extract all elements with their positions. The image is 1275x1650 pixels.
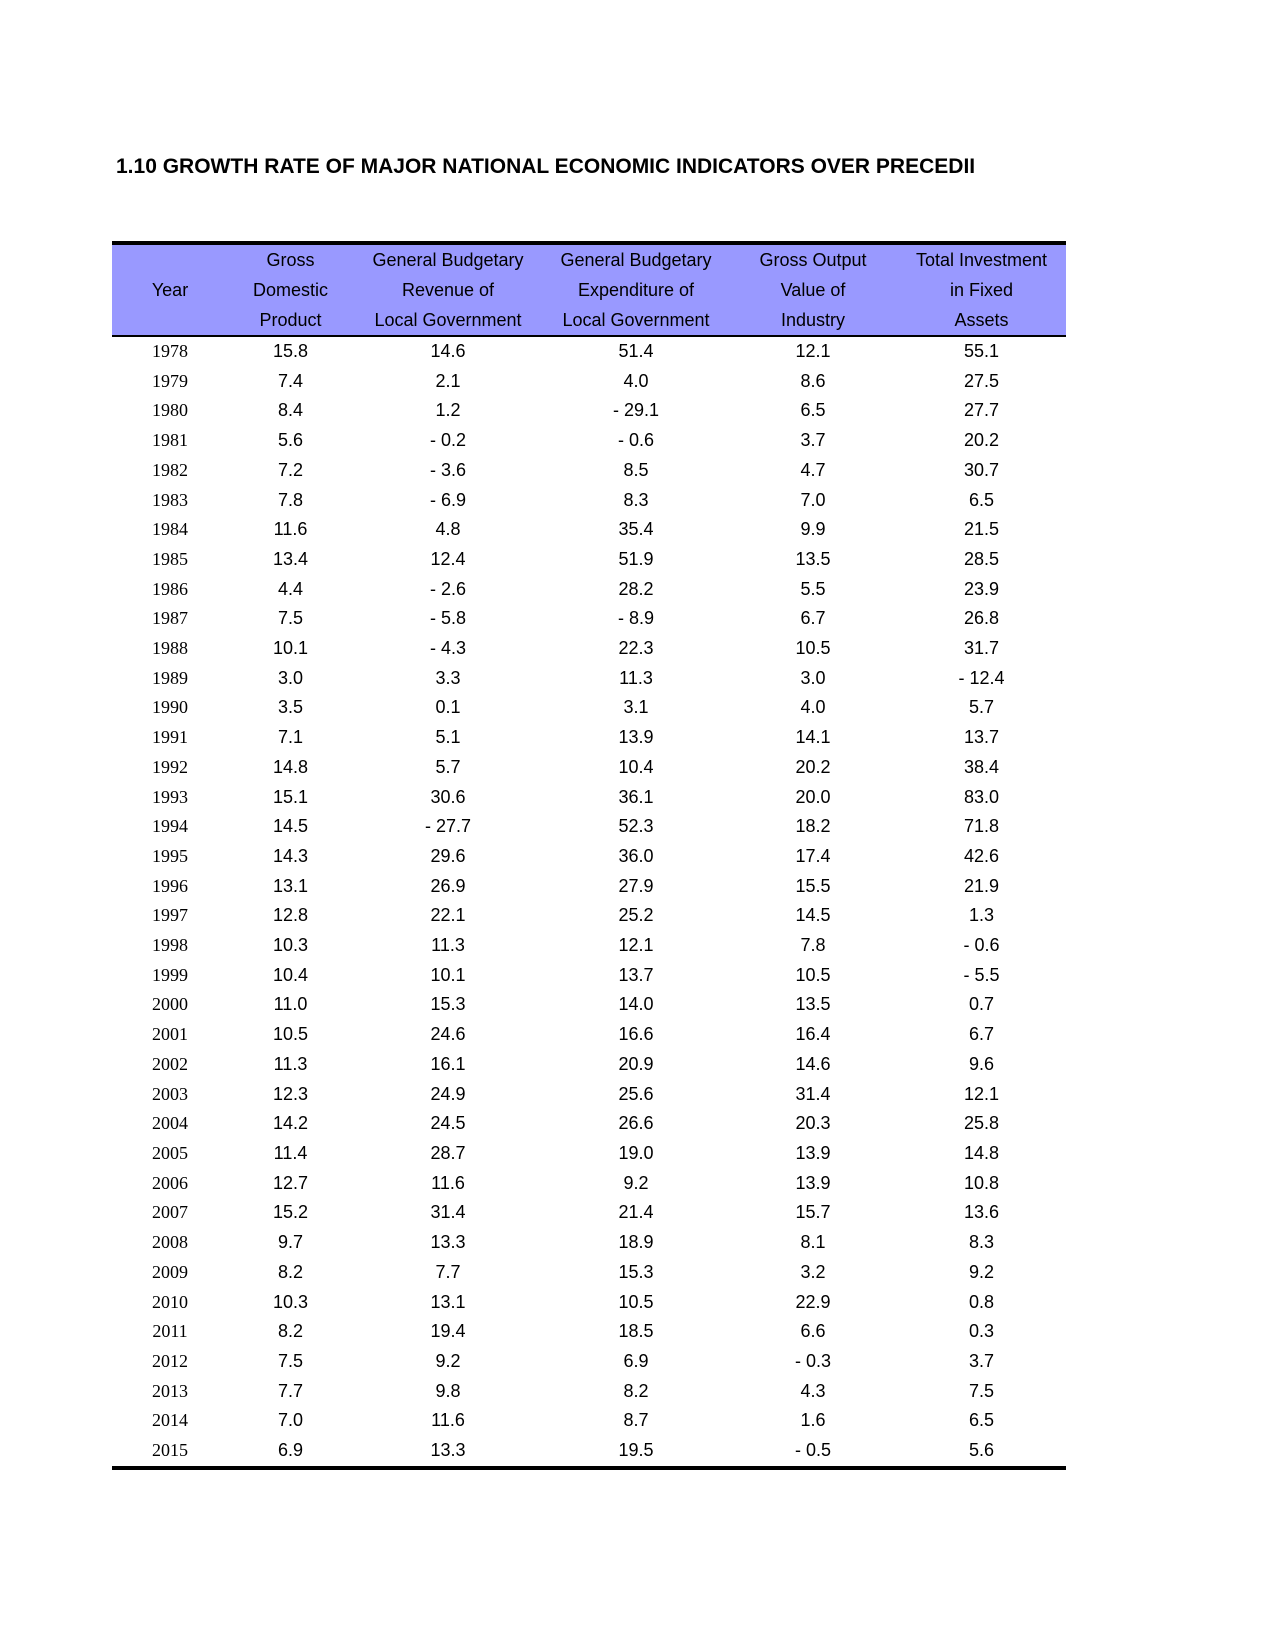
investment-cell: - 5.5: [963, 964, 1000, 985]
gdp-cell: 12.7: [272, 1172, 309, 1193]
table-row: [112, 1020, 1066, 1050]
investment-cell: 10.8: [963, 1172, 1000, 1193]
revenue-cell: - 27.7: [424, 816, 472, 837]
industry-cell: 8.6: [800, 370, 826, 391]
gdp-cell: 3.0: [277, 667, 304, 688]
table-row: [112, 812, 1066, 842]
expenditure-cell: 16.6: [618, 1024, 654, 1045]
investment-cell: 23.9: [963, 578, 1000, 599]
header-line: Expenditure of: [577, 280, 695, 300]
expenditure-cell: 51.9: [618, 548, 654, 569]
gdp-cell: 10.3: [272, 935, 309, 956]
revenue-cell: 2.1: [435, 370, 461, 391]
investment-cell: 6.7: [968, 1024, 995, 1045]
column-header-year: [112, 243, 228, 336]
industry-cell: 22.9: [795, 1291, 831, 1312]
gdp-cell: 11.3: [273, 1053, 308, 1074]
expenditure-cell: 8.3: [623, 489, 649, 510]
investment-cell: 8.3: [968, 1232, 995, 1253]
header-line: General Budgetary: [372, 250, 524, 270]
header-line: Assets: [954, 310, 1009, 330]
table-row: [112, 664, 1066, 694]
year-cell: 2012: [152, 1350, 188, 1371]
year-cell: 2005: [152, 1142, 188, 1163]
expenditure-cell: 11.3: [619, 667, 653, 688]
gdp-cell: 15.2: [272, 1202, 309, 1223]
revenue-cell: 13.3: [430, 1440, 466, 1461]
gdp-cell: 15.1: [272, 786, 309, 807]
table-row: [112, 1228, 1066, 1258]
year-cell: 1979: [152, 370, 188, 391]
year-cell: 1988: [152, 638, 188, 659]
header-line: Industry: [780, 310, 846, 330]
expenditure-cell: 21.4: [618, 1202, 654, 1223]
revenue-cell: 15.3: [430, 994, 466, 1015]
gdp-cell: 14.2: [272, 1113, 309, 1134]
indicators-table: [112, 241, 1066, 1470]
gdp-cell: 10.3: [272, 1291, 309, 1312]
revenue-cell: 24.5: [430, 1113, 466, 1134]
table-row: [112, 604, 1066, 634]
table-row: [112, 336, 1066, 367]
industry-cell: 12.1: [795, 341, 831, 361]
year-cell: 1987: [152, 608, 188, 629]
investment-cell: 27.5: [963, 370, 1000, 391]
industry-cell: 31.4: [795, 1083, 831, 1104]
expenditure-cell: 25.2: [618, 905, 654, 926]
table-row: [112, 486, 1066, 516]
year-cell: 2003: [152, 1083, 188, 1104]
year-cell: 1981: [152, 430, 188, 451]
industry-cell: 17.4: [795, 845, 831, 866]
header-line: Revenue of: [401, 280, 495, 300]
revenue-cell: - 2.6: [429, 578, 467, 599]
industry-cell: 4.7: [800, 459, 826, 480]
table-row: [112, 426, 1066, 456]
revenue-cell: 11.6: [431, 1410, 465, 1431]
industry-cell: 4.0: [800, 697, 826, 718]
page-title: 1.10 GROWTH RATE OF MAJOR NATIONAL ECONOMIC INDICATORS OVER PRECEDII: [116, 155, 976, 178]
industry-cell: 10.5: [795, 638, 831, 659]
year-cell: 2014: [152, 1410, 188, 1431]
investment-cell: 1.3: [968, 905, 995, 926]
investment-cell: 71.8: [963, 816, 1000, 837]
indicators-table-container: [112, 241, 1066, 1470]
revenue-cell: - 6.9: [429, 489, 467, 510]
table-row: [112, 990, 1066, 1020]
gdp-cell: 11.6: [273, 519, 308, 540]
expenditure-cell: 4.0: [623, 370, 649, 391]
revenue-cell: 29.6: [430, 845, 466, 866]
header-line: Gross Output: [759, 250, 867, 270]
industry-cell: 14.1: [795, 727, 831, 748]
table-row: [112, 1288, 1066, 1318]
investment-cell: 13.6: [963, 1202, 1000, 1223]
table-row: [112, 723, 1066, 753]
gdp-cell: 7.1: [277, 727, 304, 748]
table-row: [112, 456, 1066, 486]
gdp-cell: 7.4: [277, 370, 304, 391]
gdp-cell: 8.4: [277, 400, 304, 421]
year-cell: 2000: [152, 994, 188, 1015]
revenue-cell: 22.1: [430, 905, 466, 926]
investment-cell: 14.8: [963, 1142, 1000, 1163]
header-line: Local Government: [562, 310, 710, 330]
investment-cell: 5.7: [968, 697, 995, 718]
table-body: [112, 336, 1066, 1468]
expenditure-cell: 36.1: [618, 786, 654, 807]
table-row: [112, 545, 1066, 575]
year-cell: 1993: [152, 786, 188, 807]
table-row: [112, 872, 1066, 902]
year-cell: 1994: [152, 816, 188, 837]
year-cell: 1985: [152, 548, 188, 569]
expenditure-cell: 22.3: [618, 638, 654, 659]
expenditure-cell: 35.4: [618, 519, 654, 540]
year-cell: 1978: [152, 341, 188, 361]
table-row: [112, 1198, 1066, 1228]
expenditure-cell: 13.7: [618, 964, 654, 985]
header-line: Gross: [266, 250, 315, 270]
column-header-gdp: [228, 243, 353, 336]
table-row: [112, 783, 1066, 813]
expenditure-cell: 12.1: [618, 935, 654, 956]
year-cell: 2011: [152, 1321, 188, 1342]
investment-cell: 38.4: [963, 756, 1000, 777]
header-line: Product: [259, 310, 322, 330]
investment-cell: - 0.6: [963, 935, 1000, 956]
gdp-cell: 11.4: [273, 1142, 308, 1163]
year-cell: 2001: [152, 1024, 188, 1045]
industry-cell: 20.0: [795, 786, 831, 807]
expenditure-cell: 10.4: [618, 756, 654, 777]
table-row: [112, 1169, 1066, 1199]
year-cell: 1999: [152, 964, 188, 985]
industry-cell: 10.5: [795, 964, 831, 985]
year-cell: 2010: [152, 1291, 188, 1312]
industry-cell: 14.6: [795, 1053, 831, 1074]
investment-cell: 27.7: [963, 400, 1000, 421]
gdp-cell: 8.2: [277, 1321, 304, 1342]
investment-cell: 9.6: [968, 1053, 995, 1074]
revenue-cell: 30.6: [430, 786, 466, 807]
expenditure-cell: 3.1: [623, 697, 649, 718]
investment-cell: 21.5: [963, 519, 1000, 540]
table-row: [112, 515, 1066, 545]
expenditure-cell: 10.5: [618, 1291, 654, 1312]
industry-cell: 7.8: [800, 935, 826, 956]
gdp-cell: 7.8: [277, 489, 304, 510]
expenditure-cell: 26.6: [618, 1113, 654, 1134]
revenue-cell: - 3.6: [429, 459, 467, 480]
industry-cell: 20.3: [795, 1113, 831, 1134]
revenue-cell: 28.7: [430, 1142, 466, 1163]
revenue-cell: 9.8: [435, 1380, 461, 1401]
industry-cell: 16.4: [795, 1024, 831, 1045]
year-cell: 2002: [152, 1053, 188, 1074]
gdp-cell: 6.9: [277, 1440, 304, 1461]
industry-cell: 6.7: [800, 608, 826, 629]
industry-cell: - 0.5: [794, 1440, 832, 1461]
investment-cell: 21.9: [963, 875, 1000, 896]
expenditure-cell: 14.0: [618, 994, 654, 1015]
industry-cell: 3.2: [800, 1261, 826, 1282]
header-line: in Fixed: [949, 280, 1014, 300]
revenue-cell: 7.7: [435, 1261, 461, 1282]
gdp-cell: 7.5: [277, 608, 304, 629]
header-line: Year: [151, 280, 189, 300]
header-line: Total Investment: [915, 250, 1048, 270]
industry-cell: 13.5: [795, 994, 831, 1015]
table-row: [112, 753, 1066, 783]
column-header-expenditure: [543, 243, 729, 336]
year-cell: 1997: [152, 905, 188, 926]
industry-cell: 7.0: [800, 489, 826, 510]
expenditure-cell: 8.5: [623, 459, 649, 480]
revenue-cell: 0.1: [435, 697, 461, 718]
expenditure-cell: 36.0: [618, 845, 654, 866]
header-line: Value of: [780, 280, 846, 300]
expenditure-cell: 13.9: [618, 727, 654, 748]
gdp-cell: 10.4: [272, 964, 309, 985]
revenue-cell: 13.1: [430, 1291, 466, 1312]
gdp-cell: 10.5: [272, 1024, 309, 1045]
revenue-cell: 1.2: [435, 400, 461, 421]
year-cell: 1986: [152, 578, 188, 599]
revenue-cell: 5.7: [435, 756, 461, 777]
investment-cell: 26.8: [963, 608, 1000, 629]
table-row: [112, 1377, 1066, 1407]
header-line: [112, 245, 228, 275]
year-cell: 2004: [152, 1113, 188, 1134]
expenditure-cell: 28.2: [618, 578, 654, 599]
gdp-cell: 13.4: [272, 548, 309, 569]
table-row: [112, 1109, 1066, 1139]
gdp-cell: 4.4: [277, 578, 304, 599]
revenue-cell: 13.3: [430, 1232, 466, 1253]
column-header-industry: [729, 243, 897, 336]
year-cell: 2007: [152, 1202, 188, 1223]
industry-cell: 3.0: [800, 667, 826, 688]
header-line: Local Government: [374, 310, 522, 330]
revenue-cell: - 4.3: [429, 638, 467, 659]
gdp-cell: 7.0: [277, 1410, 304, 1431]
investment-cell: - 12.4: [958, 667, 1005, 688]
expenditure-cell: 18.9: [618, 1232, 654, 1253]
investment-cell: 0.3: [968, 1321, 995, 1342]
year-cell: 1989: [152, 667, 188, 688]
revenue-cell: 9.2: [435, 1350, 461, 1371]
industry-cell: 13.9: [795, 1172, 831, 1193]
investment-cell: 7.5: [968, 1380, 995, 1401]
year-cell: 1990: [152, 697, 188, 718]
investment-cell: 0.7: [968, 994, 995, 1015]
investment-cell: 0.8: [968, 1291, 995, 1312]
gdp-cell: 14.8: [272, 756, 309, 777]
gdp-cell: 12.8: [272, 905, 309, 926]
gdp-cell: 15.8: [272, 341, 309, 361]
year-cell: 2009: [152, 1261, 188, 1282]
expenditure-cell: 8.2: [623, 1380, 649, 1401]
table-row: [112, 1406, 1066, 1436]
expenditure-cell: 27.9: [618, 875, 654, 896]
investment-cell: 13.7: [963, 727, 1000, 748]
column-header-revenue: [353, 243, 543, 336]
revenue-cell: 3.3: [435, 667, 461, 688]
table-row: [112, 693, 1066, 723]
gdp-cell: 14.5: [272, 816, 309, 837]
table-row: [112, 842, 1066, 872]
investment-cell: 30.7: [963, 459, 1000, 480]
expenditure-cell: 18.5: [618, 1321, 654, 1342]
expenditure-cell: 8.7: [623, 1410, 649, 1431]
industry-cell: 9.9: [800, 519, 826, 540]
industry-cell: 4.3: [800, 1380, 826, 1401]
gdp-cell: 7.5: [277, 1350, 304, 1371]
year-cell: 2008: [152, 1232, 188, 1253]
industry-cell: 5.5: [800, 578, 826, 599]
revenue-cell: 16.1: [430, 1053, 466, 1074]
expenditure-cell: 19.0: [618, 1142, 654, 1163]
industry-cell: - 0.3: [794, 1350, 832, 1371]
gdp-cell: 13.1: [272, 875, 309, 896]
year-cell: 1980: [152, 400, 188, 421]
expenditure-cell: 15.3: [618, 1261, 654, 1282]
expenditure-cell: 9.2: [623, 1172, 649, 1193]
gdp-cell: 10.1: [272, 638, 309, 659]
investment-cell: 6.5: [968, 1410, 995, 1431]
expenditure-cell: 6.9: [623, 1350, 649, 1371]
investment-cell: 5.6: [968, 1440, 995, 1461]
industry-cell: 18.2: [795, 816, 831, 837]
table-row: [112, 1080, 1066, 1110]
gdp-cell: 9.7: [277, 1232, 304, 1253]
investment-cell: 25.8: [963, 1113, 1000, 1134]
revenue-cell: 11.6: [431, 1172, 465, 1193]
investment-cell: 6.5: [968, 489, 995, 510]
industry-cell: 13.5: [795, 548, 831, 569]
expenditure-cell: - 29.1: [612, 400, 660, 421]
industry-cell: 3.7: [800, 430, 826, 451]
investment-cell: 83.0: [963, 786, 1000, 807]
year-cell: 2013: [152, 1380, 188, 1401]
revenue-cell: 31.4: [430, 1202, 466, 1223]
year-cell: 2006: [152, 1172, 188, 1193]
year-cell: 1984: [152, 519, 188, 540]
table-header-row: [112, 243, 1066, 336]
revenue-cell: - 5.8: [429, 608, 467, 629]
year-cell: 2015: [152, 1440, 188, 1461]
header-line: Domestic: [252, 280, 328, 300]
table-row: [112, 1139, 1066, 1169]
gdp-cell: 8.2: [277, 1261, 304, 1282]
gdp-cell: 14.3: [272, 845, 309, 866]
table-row: [112, 1317, 1066, 1347]
investment-cell: 12.1: [963, 1083, 1000, 1104]
expenditure-cell: 25.6: [618, 1083, 654, 1104]
investment-cell: 55.1: [963, 341, 1000, 361]
expenditure-cell: 20.9: [618, 1053, 654, 1074]
investment-cell: 28.5: [963, 548, 1000, 569]
column-header-investment: [897, 243, 1066, 336]
table-row: [112, 575, 1066, 605]
revenue-cell: 11.3: [431, 935, 465, 956]
revenue-cell: 14.6: [430, 341, 466, 361]
header-line: General Budgetary: [560, 250, 712, 270]
table-row: [112, 901, 1066, 931]
investment-cell: 42.6: [963, 845, 1000, 866]
expenditure-cell: 52.3: [618, 816, 654, 837]
revenue-cell: 5.1: [435, 727, 461, 748]
table-row: [112, 1258, 1066, 1288]
industry-cell: 14.5: [795, 905, 831, 926]
industry-cell: 8.1: [800, 1232, 826, 1253]
investment-cell: 20.2: [963, 430, 1000, 451]
year-cell: 1995: [152, 845, 188, 866]
industry-cell: 15.5: [795, 875, 831, 896]
expenditure-cell: - 8.9: [617, 608, 655, 629]
table-row: [112, 367, 1066, 397]
revenue-cell: - 0.2: [429, 430, 467, 451]
investment-cell: 9.2: [968, 1261, 995, 1282]
industry-cell: 1.6: [800, 1410, 826, 1431]
revenue-cell: 12.4: [430, 548, 466, 569]
industry-cell: 20.2: [795, 756, 831, 777]
gdp-cell: 11.0: [273, 994, 308, 1015]
table-row: [112, 1436, 1066, 1468]
table-row: [112, 1050, 1066, 1080]
expenditure-cell: 19.5: [618, 1440, 654, 1461]
investment-cell: 31.7: [963, 638, 1000, 659]
revenue-cell: 10.1: [430, 964, 466, 985]
revenue-cell: 19.4: [430, 1321, 466, 1342]
table-row: [112, 634, 1066, 664]
gdp-cell: 12.3: [272, 1083, 309, 1104]
year-cell: 1992: [152, 756, 188, 777]
revenue-cell: 24.6: [430, 1024, 466, 1045]
table-row: [112, 396, 1066, 426]
gdp-cell: 7.2: [277, 459, 304, 480]
revenue-cell: 4.8: [435, 519, 461, 540]
expenditure-cell: - 0.6: [617, 430, 655, 451]
year-cell: 1982: [152, 459, 188, 480]
industry-cell: 6.5: [800, 400, 826, 421]
investment-cell: 3.7: [968, 1350, 995, 1371]
gdp-cell: 3.5: [277, 697, 304, 718]
year-cell: 1983: [152, 489, 188, 510]
year-cell: 1998: [152, 935, 188, 956]
revenue-cell: 24.9: [430, 1083, 466, 1104]
table-row: [112, 1347, 1066, 1377]
header-line: [112, 305, 228, 335]
industry-cell: 15.7: [795, 1202, 831, 1223]
expenditure-cell: 51.4: [618, 341, 654, 361]
industry-cell: 13.9: [795, 1142, 831, 1163]
table-row: [112, 931, 1066, 961]
year-cell: 1991: [152, 727, 188, 748]
revenue-cell: 26.9: [430, 875, 466, 896]
year-cell: 1996: [152, 875, 188, 896]
industry-cell: 6.6: [800, 1321, 826, 1342]
gdp-cell: 5.6: [277, 430, 304, 451]
gdp-cell: 7.7: [277, 1380, 304, 1401]
table-row: [112, 961, 1066, 991]
